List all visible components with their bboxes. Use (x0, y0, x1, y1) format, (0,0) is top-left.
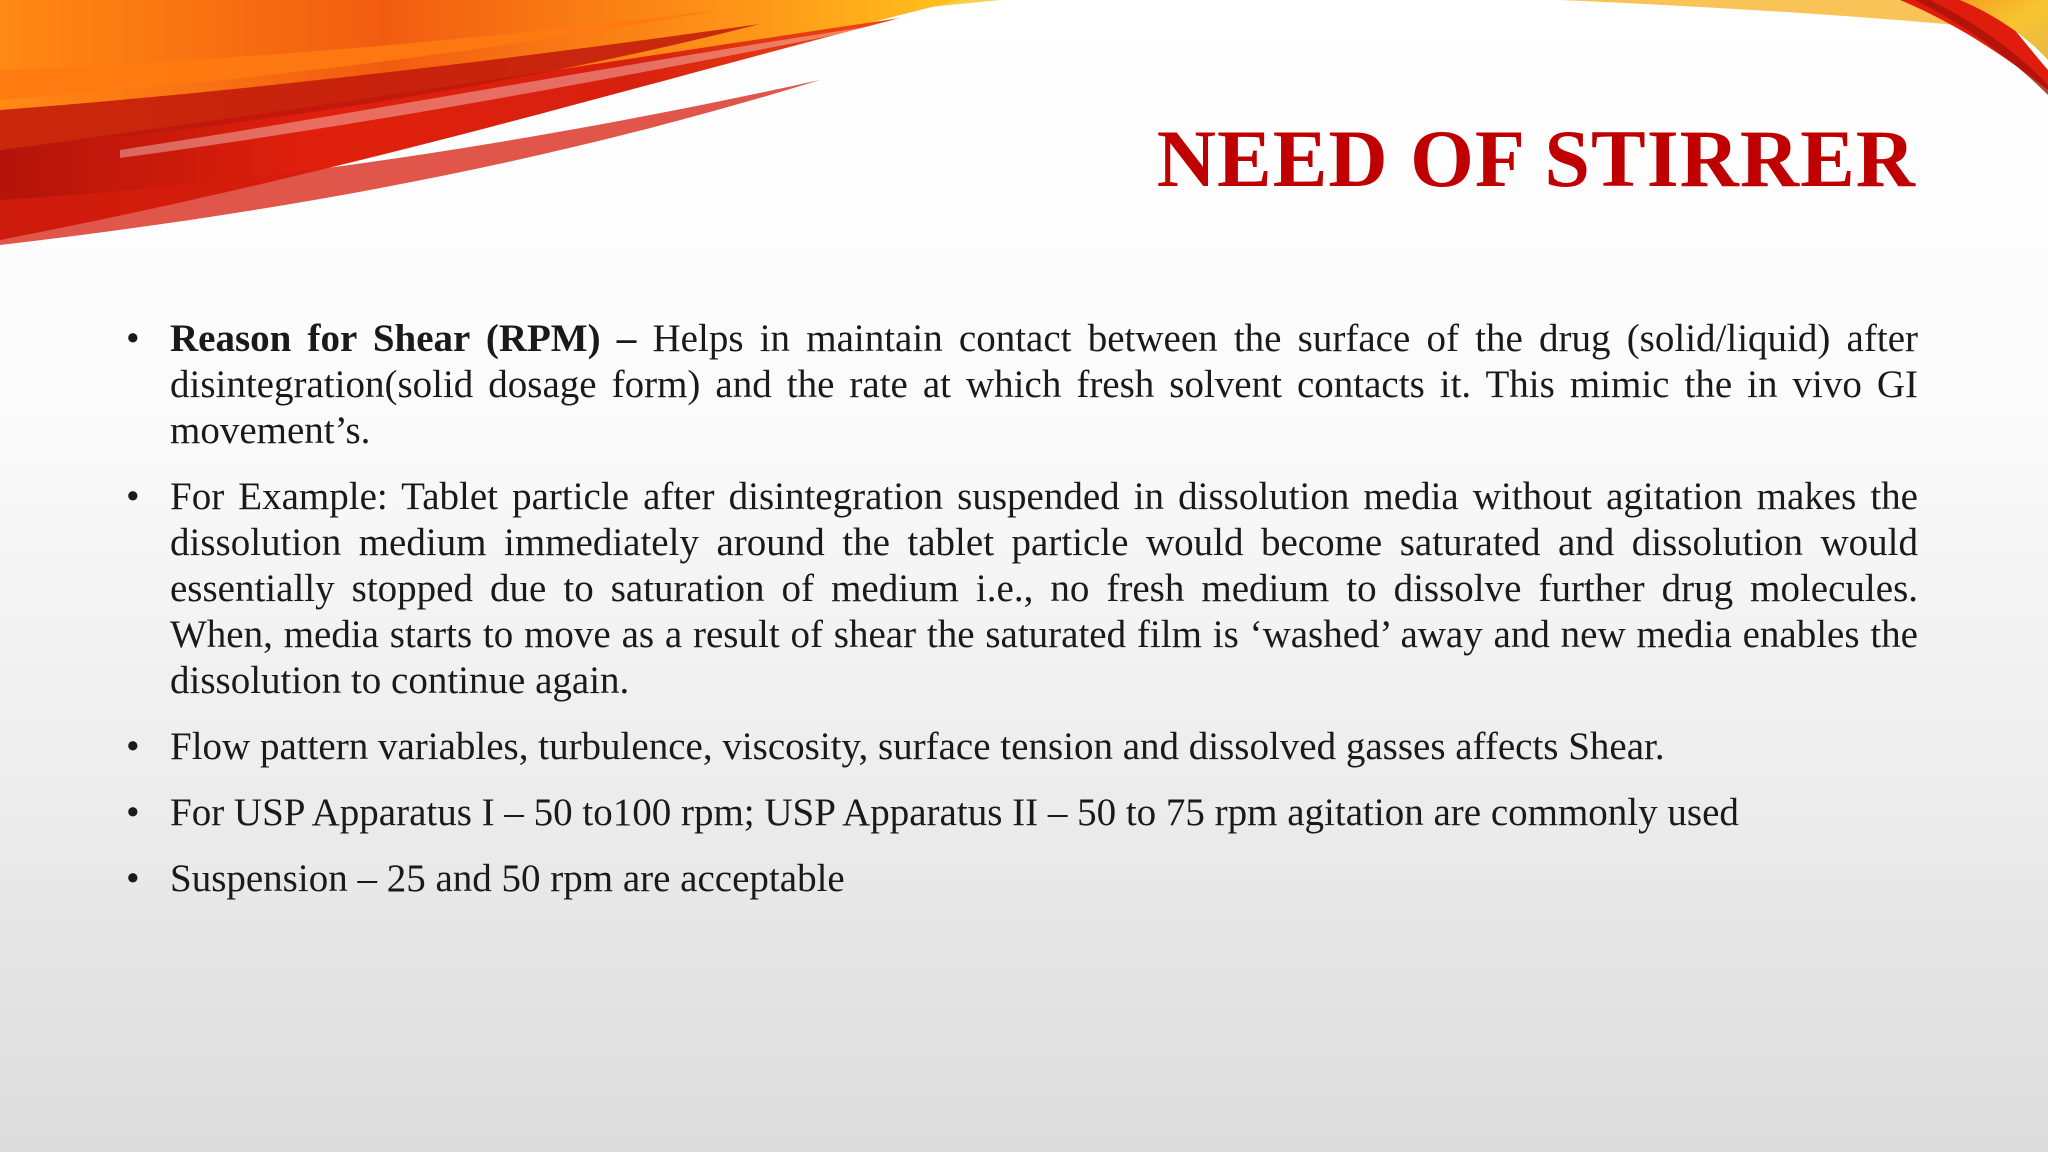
bullet-text: Helps in maintain contact between the surface of the drug (solid/liquid) after disintegration(solid dosage form) and the rate at which fresh solvent contacts it. This mimic the in vivo GI movement’s. (170, 317, 1918, 452)
bullet-text: For Example: Tablet particle after disintegration suspended in dissolution media without agitation makes the dissolution medium immediately around the tablet particle would become saturated and dissolution would essentially stopped due to saturation of medium i.e., no fresh medium to dissolve further drug molecules. When, media starts to move as a result of shear the saturated film is ‘washed’ away and new media enables the dissolution to continue again. (170, 475, 1918, 702)
list-item (126, 724, 1918, 770)
bullet-icon: • (126, 791, 140, 834)
bullet-icon: • (126, 725, 140, 768)
slide-title: NEED OF STIRRER (1156, 113, 1916, 204)
list-item (126, 316, 1918, 454)
list-item (126, 474, 1918, 704)
list-item (126, 856, 1918, 902)
bullet-list (126, 316, 1918, 922)
bullet-icon: • (126, 317, 140, 360)
bullet-text: Suspension – 25 and 50 rpm are acceptable (170, 857, 845, 900)
bullet-text: Flow pattern variables, turbulence, viscosity, surface tension and dissolved gasses affects Shear. (170, 725, 1665, 768)
list-item (126, 790, 1918, 836)
bullet-icon: • (126, 857, 140, 900)
bullet-icon: • (126, 475, 140, 518)
bullet-text: For USP Apparatus I – 50 to100 rpm; USP Apparatus II – 50 to 75 rpm agitation are commonly used (170, 791, 1739, 834)
bullet-lead-text: Reason for Shear (RPM) – (170, 317, 637, 360)
